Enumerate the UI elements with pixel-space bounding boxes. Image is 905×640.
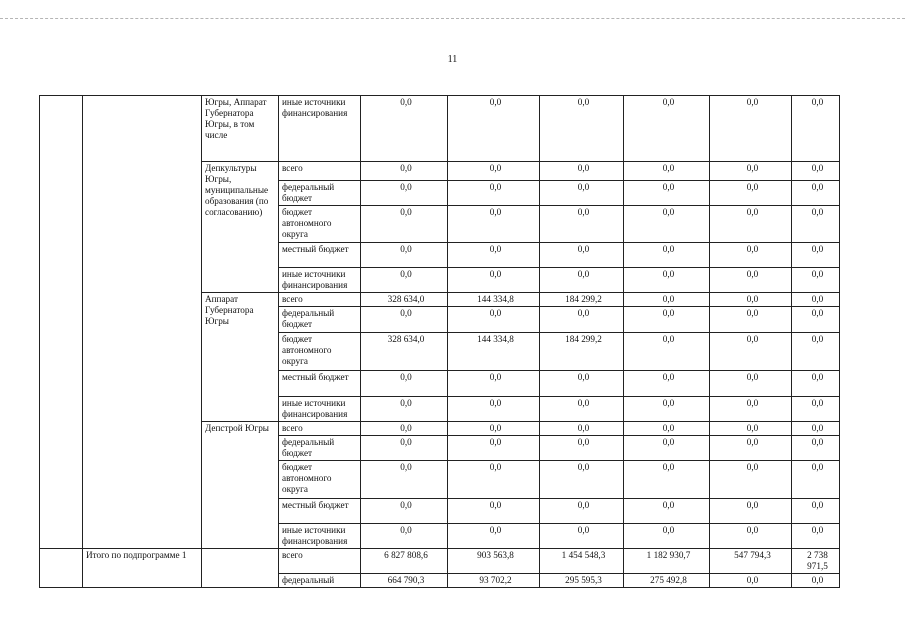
amount-value: 0,0: [746, 575, 759, 585]
amount-value: 0,0: [662, 97, 675, 107]
amount-value: 328 634,0: [387, 294, 425, 304]
amount-cell: [710, 162, 792, 181]
amount-value: 0,0: [577, 500, 590, 510]
amount-cell: [540, 422, 624, 436]
amount-value: 0,0: [662, 163, 675, 173]
amount-cell: [361, 293, 448, 307]
amount-value: 0,0: [746, 294, 759, 304]
amount-value: 0,0: [662, 500, 675, 510]
executor-cell: Депстрой Югры: [202, 422, 279, 549]
amount-cell: [710, 397, 792, 422]
amount-cell: [710, 422, 792, 436]
amount-value: 0,0: [811, 423, 824, 433]
amount-cell: [792, 333, 840, 371]
amount-cell: [792, 436, 840, 461]
amount-value: 903 563,8: [477, 550, 514, 560]
amount-value: 0,0: [577, 207, 590, 217]
total-number-cell: [40, 549, 83, 588]
amount-cell: [710, 181, 792, 206]
amount-value: 0,0: [662, 372, 675, 382]
amount-cell: [361, 206, 448, 243]
amount-cell: [448, 293, 540, 307]
amount-value: 0,0: [400, 269, 412, 279]
executor-cell: Депкультуры Югры, муниципальные образования (по согласованию): [202, 162, 279, 293]
amount-value: 0,0: [577, 308, 590, 318]
amount-cell: [361, 499, 448, 524]
amount-value: 0,0: [746, 334, 759, 344]
amount-value: 0,0: [489, 244, 502, 254]
amount-value: 0,0: [400, 97, 412, 107]
amount-value: 0,0: [746, 163, 759, 173]
amount-cell: [710, 499, 792, 524]
amount-value: 0,0: [400, 423, 412, 433]
executor-cell: Югры, Аппарат Губернатора Югры, в том числе: [202, 96, 279, 162]
amount-value: 0,0: [400, 500, 412, 510]
amount-value: 0,0: [662, 207, 675, 217]
amount-value: 0,0: [746, 372, 759, 382]
amount-value: 0,0: [400, 308, 412, 318]
funding-source-cell: местный бюджет: [279, 243, 361, 268]
amount-cell: [624, 397, 710, 422]
amount-cell: [624, 162, 710, 181]
funding-source-cell: иные источники финансирования: [279, 268, 361, 293]
amount-value: 0,0: [746, 97, 759, 107]
amount-cell: [792, 371, 840, 397]
amount-value: 0,0: [577, 244, 590, 254]
amount-cell: [624, 461, 710, 499]
amount-cell: [540, 333, 624, 371]
amount-value: 0,0: [746, 207, 759, 217]
amount-value: 144 334,8: [477, 334, 514, 344]
amount-cell: [361, 96, 448, 162]
amount-value: 0,0: [662, 244, 675, 254]
amount-value: 0,0: [746, 423, 759, 433]
amount-value: 0,0: [400, 182, 412, 192]
amount-value: 0,0: [662, 398, 675, 408]
amount-value: 0,0: [811, 207, 824, 217]
amount-cell: [710, 307, 792, 333]
amount-value: 0,0: [577, 437, 590, 447]
amount-cell: [361, 333, 448, 371]
amount-value: 0,0: [400, 398, 412, 408]
amount-value: 664 790,3: [387, 575, 425, 585]
amount-cell: [710, 436, 792, 461]
amount-value: 0,0: [746, 244, 759, 254]
amount-value: 0,0: [489, 308, 502, 318]
amount-cell: [361, 549, 448, 574]
amount-value: 0,0: [489, 437, 502, 447]
amount-value: 0,0: [489, 500, 502, 510]
amount-cell: [710, 524, 792, 549]
amount-cell: [540, 524, 624, 549]
amount-value: 0,0: [746, 308, 759, 318]
amount-value: 0,0: [811, 500, 824, 510]
amount-cell: [540, 268, 624, 293]
total-label-cell: Итого по подпрограмме 1: [83, 549, 202, 588]
amount-value: 0,0: [811, 372, 824, 382]
amount-value: 2 738 971,5: [807, 550, 828, 571]
funding-source-cell: бюджет автономного округа: [279, 461, 361, 499]
amount-cell: [540, 293, 624, 307]
total-executor-cell: [202, 549, 279, 588]
amount-value: 0,0: [662, 308, 675, 318]
funding-source-cell: федеральный: [279, 574, 361, 588]
funding-source-cell: всего: [279, 549, 361, 574]
funding-source-cell: федеральный бюджет: [279, 181, 361, 206]
amount-value: 0,0: [746, 398, 759, 408]
amount-cell: [540, 549, 624, 574]
measure-name-cell: [83, 96, 202, 549]
amount-value: 1 454 548,3: [561, 550, 606, 560]
amount-cell: [710, 206, 792, 243]
amount-value: 0,0: [662, 182, 675, 192]
amount-cell: [624, 499, 710, 524]
amount-value: 0,0: [662, 525, 675, 535]
amount-cell: [361, 307, 448, 333]
amount-value: 0,0: [489, 269, 502, 279]
amount-cell: [792, 206, 840, 243]
amount-cell: [624, 96, 710, 162]
amount-cell: [710, 461, 792, 499]
amount-value: 0,0: [400, 525, 412, 535]
scan-edge-line: [0, 18, 905, 19]
amount-value: 0,0: [746, 462, 759, 472]
amount-value: 0,0: [662, 294, 675, 304]
amount-cell: [624, 293, 710, 307]
amount-value: 0,0: [400, 244, 412, 254]
amount-cell: [624, 268, 710, 293]
funding-source-cell: иные источники финансирования: [279, 96, 361, 162]
amount-cell: [540, 96, 624, 162]
amount-cell: [624, 371, 710, 397]
amount-value: 0,0: [577, 97, 590, 107]
amount-value: 0,0: [811, 244, 824, 254]
amount-value: 0,0: [577, 462, 590, 472]
funding-source-cell: всего: [279, 162, 361, 181]
funding-source-cell: иные источники финансирования: [279, 524, 361, 549]
amount-value: 93 702,2: [479, 575, 512, 585]
amount-value: 1 182 930,7: [646, 550, 691, 560]
amount-cell: [448, 206, 540, 243]
amount-cell: [624, 206, 710, 243]
amount-value: 0,0: [400, 207, 412, 217]
amount-cell: [448, 436, 540, 461]
amount-cell: [448, 499, 540, 524]
amount-value: 0,0: [811, 575, 824, 585]
amount-value: 0,0: [489, 398, 502, 408]
amount-cell: [792, 293, 840, 307]
funding-source-cell: бюджет автономного округа: [279, 333, 361, 371]
amount-cell: [448, 243, 540, 268]
funding-source-cell: федеральный бюджет: [279, 436, 361, 461]
funding-source-cell: местный бюджет: [279, 371, 361, 397]
amount-cell: [792, 574, 840, 588]
amount-value: 0,0: [577, 372, 590, 382]
amount-cell: [624, 549, 710, 574]
table-row: [40, 549, 840, 574]
amount-cell: [361, 162, 448, 181]
amount-cell: [361, 181, 448, 206]
amount-value: 0,0: [811, 462, 824, 472]
amount-value: 0,0: [577, 525, 590, 535]
amount-value: 0,0: [746, 500, 759, 510]
amount-value: 0,0: [811, 182, 824, 192]
amount-value: 0,0: [400, 462, 412, 472]
amount-cell: [710, 574, 792, 588]
amount-cell: [448, 397, 540, 422]
amount-value: 0,0: [400, 372, 412, 382]
amount-value: 0,0: [746, 437, 759, 447]
amount-cell: [361, 397, 448, 422]
amount-cell: [361, 574, 448, 588]
amount-cell: [361, 436, 448, 461]
amount-value: 6 827 808,6: [384, 550, 428, 560]
amount-cell: [792, 307, 840, 333]
amount-cell: [448, 307, 540, 333]
amount-cell: [624, 524, 710, 549]
amount-value: 0,0: [662, 423, 675, 433]
funding-source-cell: всего: [279, 293, 361, 307]
amount-cell: [448, 461, 540, 499]
amount-cell: [448, 268, 540, 293]
amount-value: 144 334,8: [477, 294, 514, 304]
amount-cell: [710, 243, 792, 268]
amount-cell: [448, 162, 540, 181]
amount-cell: [540, 371, 624, 397]
amount-value: 0,0: [746, 269, 759, 279]
amount-cell: [624, 422, 710, 436]
amount-value: 184 299,2: [565, 294, 602, 304]
funding-source-cell: бюджет автономного округа: [279, 206, 361, 243]
funding-source-cell: местный бюджет: [279, 499, 361, 524]
amount-value: 0,0: [577, 423, 590, 433]
amount-cell: [361, 422, 448, 436]
row-number-cell: [40, 96, 83, 549]
amount-value: 184 299,2: [565, 334, 602, 344]
amount-value: 0,0: [811, 163, 824, 173]
amount-value: 0,0: [746, 525, 759, 535]
amount-cell: [624, 243, 710, 268]
amount-cell: [448, 333, 540, 371]
amount-cell: [710, 96, 792, 162]
amount-cell: [792, 549, 840, 574]
amount-value: 0,0: [489, 462, 502, 472]
amount-value: 0,0: [400, 163, 412, 173]
amount-cell: [361, 524, 448, 549]
amount-value: 0,0: [811, 294, 824, 304]
amount-cell: [792, 162, 840, 181]
amount-value: 0,0: [662, 462, 675, 472]
amount-cell: [361, 243, 448, 268]
amount-value: 0,0: [577, 163, 590, 173]
amount-value: 0,0: [811, 525, 824, 535]
amount-cell: [448, 181, 540, 206]
amount-cell: [448, 574, 540, 588]
amount-cell: [710, 268, 792, 293]
amount-value: 0,0: [577, 182, 590, 192]
amount-value: 0,0: [577, 269, 590, 279]
amount-cell: [540, 461, 624, 499]
amount-value: 328 634,0: [387, 334, 425, 344]
funding-source-cell: всего: [279, 422, 361, 436]
amount-cell: [540, 307, 624, 333]
amount-cell: [792, 243, 840, 268]
amount-value: 0,0: [811, 97, 824, 107]
amount-value: 0,0: [489, 182, 502, 192]
amount-value: 0,0: [811, 334, 824, 344]
amount-value: 0,0: [811, 437, 824, 447]
amount-value: 0,0: [746, 182, 759, 192]
amount-value: 0,0: [811, 308, 824, 318]
amount-cell: [540, 574, 624, 588]
amount-cell: [448, 549, 540, 574]
amount-value: 275 492,8: [650, 575, 687, 585]
amount-cell: [624, 181, 710, 206]
amount-cell: [710, 371, 792, 397]
amount-cell: [624, 333, 710, 371]
amount-value: 0,0: [400, 437, 412, 447]
budget-table: [39, 95, 840, 588]
amount-cell: [624, 307, 710, 333]
amount-value: 0,0: [489, 372, 502, 382]
amount-cell: [540, 206, 624, 243]
amount-cell: [448, 96, 540, 162]
amount-value: 295 595,3: [565, 575, 602, 585]
amount-value: 0,0: [489, 97, 502, 107]
amount-cell: [540, 436, 624, 461]
amount-cell: [448, 371, 540, 397]
amount-value: 0,0: [577, 398, 590, 408]
table-row: [40, 96, 840, 162]
amount-cell: [792, 96, 840, 162]
amount-value: 0,0: [662, 437, 675, 447]
amount-value: 0,0: [662, 269, 675, 279]
amount-cell: [792, 461, 840, 499]
amount-cell: [792, 268, 840, 293]
amount-cell: [792, 499, 840, 524]
amount-cell: [710, 333, 792, 371]
amount-value: 0,0: [811, 269, 824, 279]
executor-cell: Аппарат Губернатора Югры: [202, 293, 279, 422]
amount-value: 0,0: [811, 398, 824, 408]
funding-source-cell: федеральный бюджет: [279, 307, 361, 333]
amount-cell: [540, 181, 624, 206]
amount-cell: [361, 461, 448, 499]
funding-source-cell: иные источники финансирования: [279, 397, 361, 422]
amount-cell: [624, 574, 710, 588]
amount-cell: [540, 397, 624, 422]
amount-cell: [792, 397, 840, 422]
amount-cell: [792, 181, 840, 206]
amount-cell: [792, 524, 840, 549]
amount-cell: [448, 524, 540, 549]
amount-cell: [361, 371, 448, 397]
amount-cell: [540, 243, 624, 268]
amount-value: 547 794,3: [734, 550, 771, 560]
amount-value: 0,0: [489, 423, 502, 433]
amount-cell: [792, 422, 840, 436]
amount-cell: [710, 293, 792, 307]
amount-value: 0,0: [662, 334, 675, 344]
amount-value: 0,0: [489, 163, 502, 173]
amount-cell: [361, 268, 448, 293]
amount-value: 0,0: [489, 525, 502, 535]
amount-cell: [540, 162, 624, 181]
amount-cell: [448, 422, 540, 436]
amount-value: 0,0: [489, 207, 502, 217]
amount-cell: [624, 436, 710, 461]
page-number: 11: [447, 54, 458, 65]
amount-cell: [540, 499, 624, 524]
amount-cell: [710, 549, 792, 574]
